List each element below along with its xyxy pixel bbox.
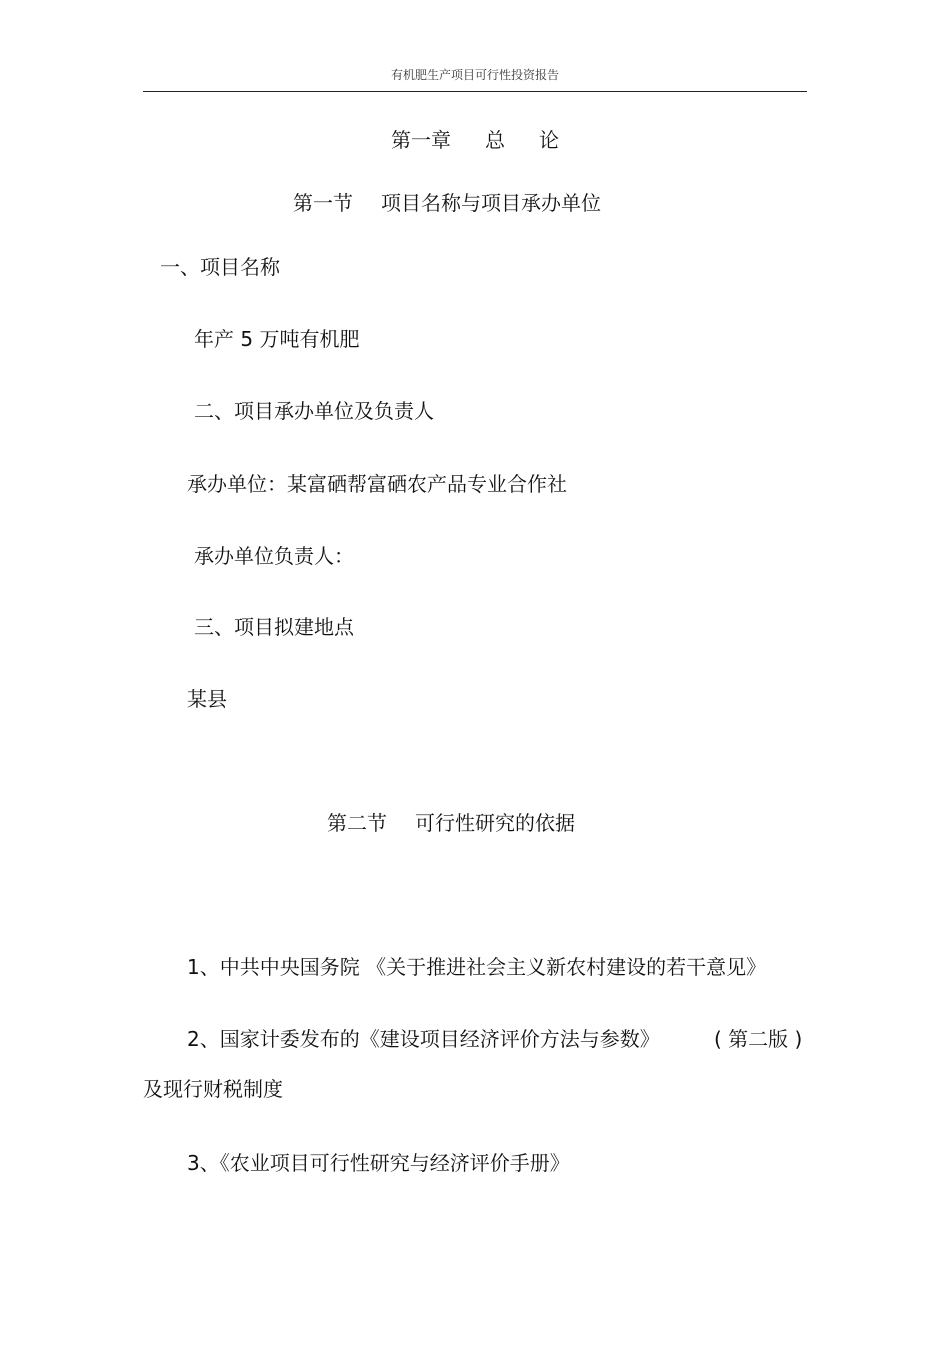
section-1-heading xyxy=(293,190,601,216)
chapter-title-char-1: 总 xyxy=(485,128,505,152)
basis-item-1: 1、中共中央国务院 《关于推进社会主义新农村建设的若干意见》 xyxy=(187,955,767,979)
basis-item-2-edition: ( 第二版 ) xyxy=(714,1027,803,1051)
basis-item-3: 3、《农业项目可行性研究与经济评价手册》 xyxy=(187,1151,570,1175)
running-header: 有机肥生产项目可行性投资报告 xyxy=(390,68,559,82)
item-3-heading: 三、项目拟建地点 xyxy=(194,615,354,639)
section-2-heading xyxy=(327,810,575,836)
basis-item-2-continuation: 及现行财税制度 xyxy=(143,1077,283,1101)
section-2-number: 第二节 xyxy=(327,811,387,835)
chapter-title-char-2: 论 xyxy=(539,128,559,152)
item-2-person: 承办单位负责人： xyxy=(194,544,354,568)
chapter-heading xyxy=(0,127,950,153)
section-2-title: 可行性研究的依据 xyxy=(415,811,575,835)
item-3-text: 某县 xyxy=(187,687,227,711)
item-1-text: 年产 5 万吨有机肥 xyxy=(194,327,360,351)
item-2-heading: 二、项目承办单位及负责人 xyxy=(194,399,434,423)
item-1-heading: 一、项目名称 xyxy=(160,255,280,279)
section-1-number: 第一节 xyxy=(293,191,353,215)
section-1-title: 项目名称与项目承办单位 xyxy=(381,191,601,215)
chapter-number: 第一章 xyxy=(391,128,451,152)
item-2-unit: 承办单位：某富硒帮富硒农产品专业合作社 xyxy=(187,472,567,496)
header-rule xyxy=(143,91,807,92)
basis-item-2: 2、国家计委发布的《建设项目经济评价方法与参数》 xyxy=(187,1027,660,1051)
